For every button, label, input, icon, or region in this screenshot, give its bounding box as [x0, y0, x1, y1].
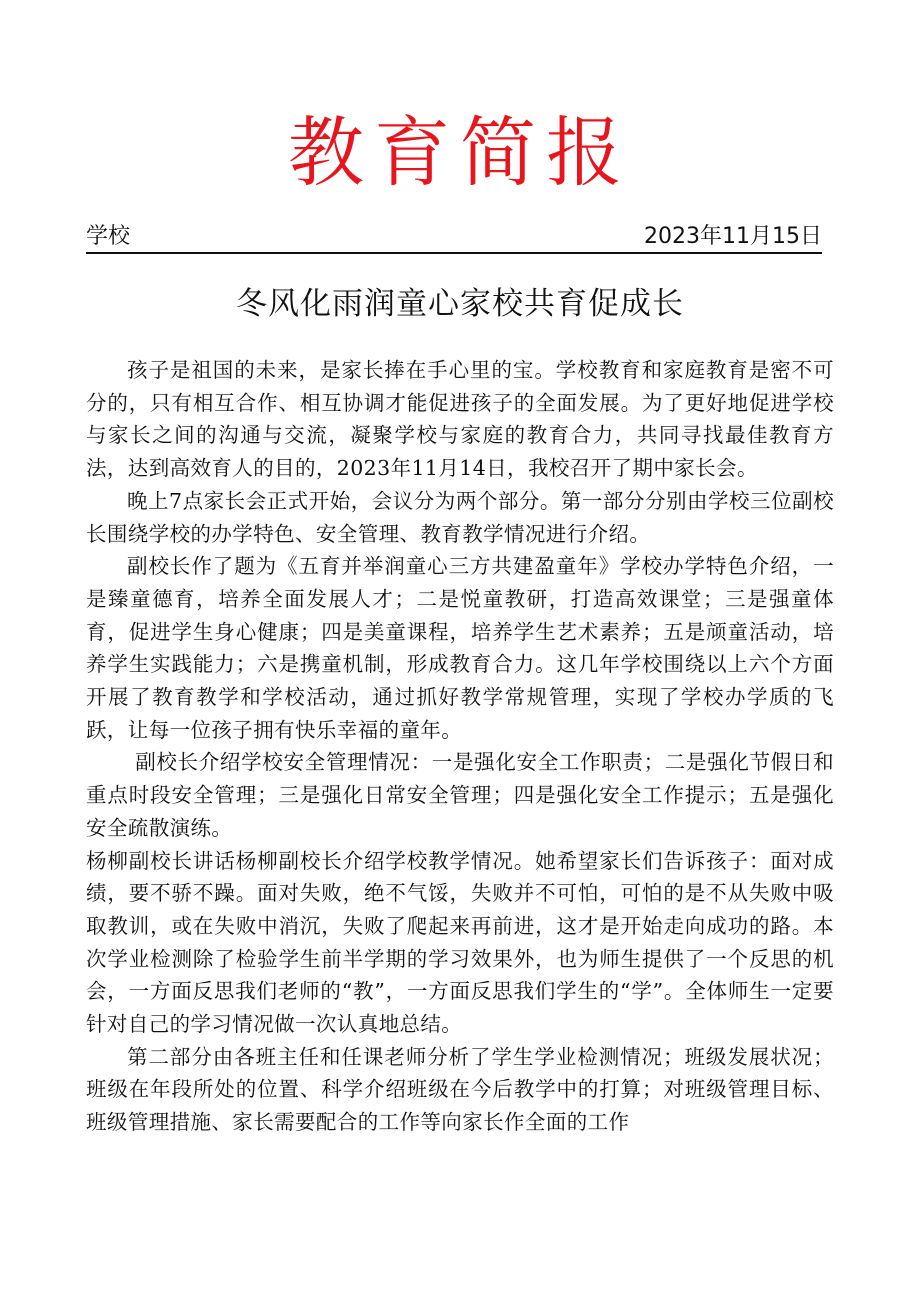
paragraph-meeting-start: 晚上7点家长会正式开始，会议分为两个部分。第一部分分别由学校三位副校长围绕学校的办学特色、安全管理、教育教学情况进行介绍。: [86, 488, 834, 546]
paragraph-school-features: 副校长作了题为《五育并举润童心三方共建盈童年》学校办学特色介绍，一是臻童德育，培养全面发展人才；二是悦童教研，打造高效课堂；三是强童体育，促进学生身心健康；四是美童课程，培养学生艺术素养；五是颃童活动，培养学生实践能力；六是携童机制，形成教育合力。这几年学校围绕以上六个方面开展了教育教学和学校活动，通过抓好教学常规管理，实现了学校办学质的飞跃，让每一位孩子拥有快乐幸福的童年。: [86, 554, 834, 742]
paragraph-intro: 孩子是祖国的未来，是家长捧在手心里的宝。学校教育和家庭教育是密不可分的，只有相互合作、相互协调才能促进孩子的全面发展。为了更好地促进学校与家长之间的沟通与交流，凝聚学校与家庭的教育合力，共同寻找最佳教育方法，达到高效育人的目的，2023年11月14日，我校召开了期中家长会。: [86, 358, 834, 481]
article-body: [86, 354, 834, 1139]
issue-date: 2023年11月15日: [644, 224, 822, 249]
masthead-title: 教育简报: [288, 108, 632, 197]
article-title: 冬风化雨润童心家校共育促成长: [236, 286, 684, 322]
school-label: 学校: [86, 224, 131, 249]
paragraph-part-two: 第二部分由各班主任和任课老师分析了学生学业检测情况；班级发展状况；班级在年段所处的位置、科学介绍班级在今后教学中的打算；对班级管理目标、班级管理措施、家长需要配合的工作等向家长作全面的工作: [86, 1044, 834, 1135]
meta-line: [86, 222, 822, 254]
paragraph-teaching: 杨柳副校长讲话杨柳副校长介绍学校教学情况。她希望家长们告诉孩子：面对成绩，要不骄不躁。面对失败，绝不气馁，失败并不可怕，可怕的是不从失败中吸取教训，或在失败中消沉，失败了爬起来再前进，这才是开始走向成功的路。本次学业检测除了检验学生前半学期的学习效果外，也为师生提供了一个反思的机会，一方面反思我们老师的“教”，一方面反思我们学生的“学”。全体师生一定要针对自己的学习情况做一次认真地总结。: [86, 848, 834, 1037]
paragraph-safety: 副校长介绍学校安全管理情况：一是强化安全工作职责；二是强化节假日和重点时段安全管理；三是强化日常安全管理；四是强化安全工作提示；五是强化安全疏散演练。: [86, 750, 834, 840]
